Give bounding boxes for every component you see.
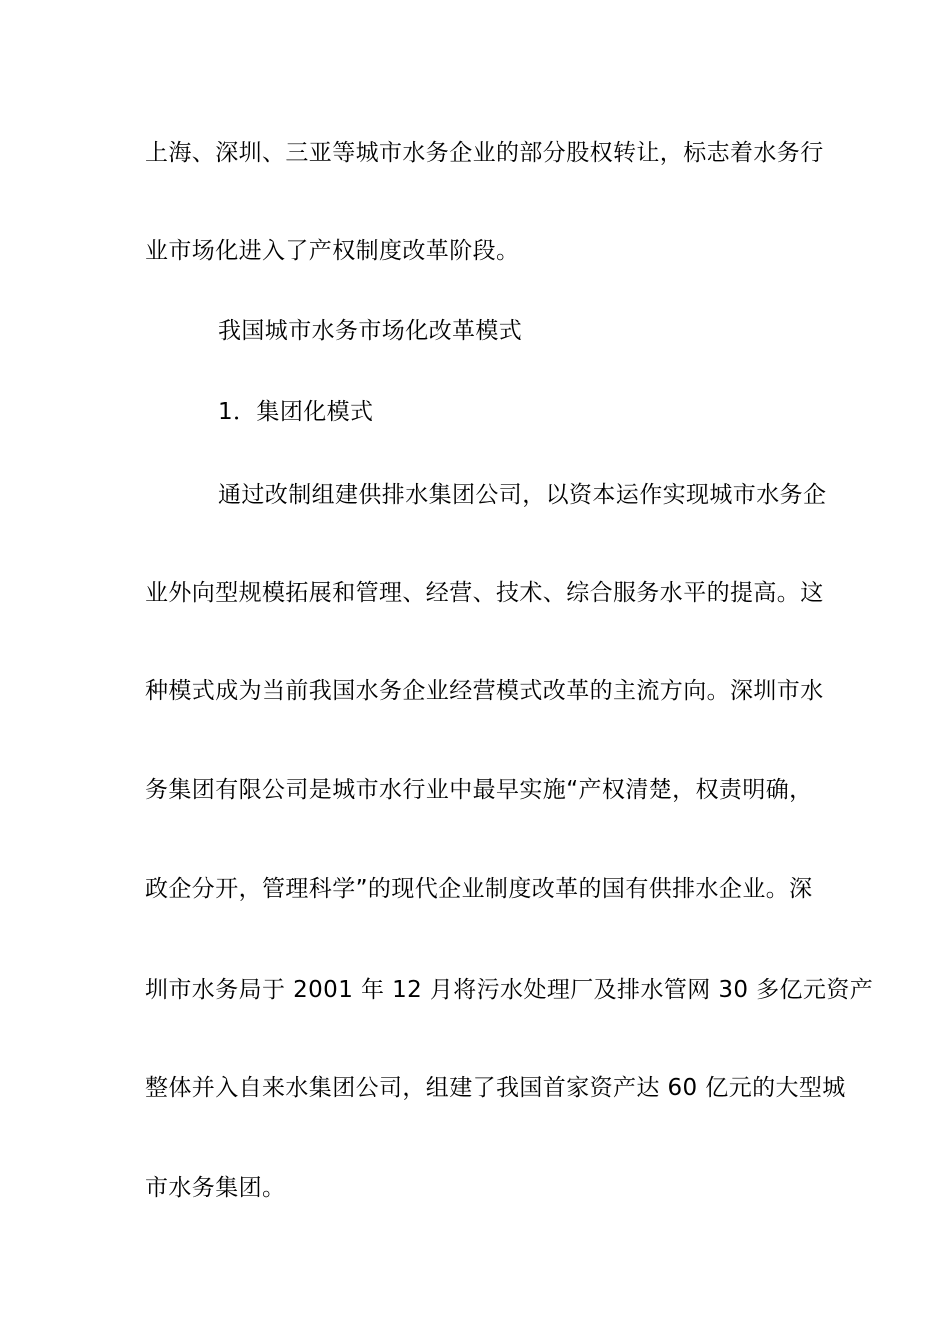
paragraph-2-line-5: 政企分开，管理科学”的现代企业制度改革的国有供排水企业。深 — [145, 876, 813, 902]
paragraph-2-line-1: 通过改制组建供排水集团公司，以资本运作实现城市水务企 — [218, 482, 827, 508]
section-heading: 我国城市水务市场化改革模式 — [218, 318, 523, 344]
paragraph-2-line-7: 整体并入自来水集团公司，组建了我国首家资产达 60 亿元的大型城 — [145, 1075, 846, 1101]
paragraph-1-line-1: 上海、深圳、三亚等城市水务企业的部分股权转让，标志着水务行 — [145, 140, 824, 166]
paragraph-2-line-2: 业外向型规模拓展和管理、经营、技术、综合服务水平的提高。这 — [145, 580, 824, 606]
subheading: 1．集团化模式 — [218, 399, 374, 425]
paragraph-1-line-2: 业市场化进入了产权制度改革阶段。 — [145, 238, 520, 264]
paragraph-2-line-3: 种模式成为当前我国水务企业经营模式改革的主流方向。深圳市水 — [145, 678, 824, 704]
paragraph-2-line-6: 圳市水务局于 2001 年 12 月将污水处理厂及排水管网 30 多亿元资产 — [145, 977, 874, 1003]
paragraph-2-line-4: 务集团有限公司是城市水行业中最早实施“产权清楚，权责明确， — [145, 777, 813, 803]
paragraph-2-line-8: 市水务集团。 — [145, 1175, 286, 1201]
